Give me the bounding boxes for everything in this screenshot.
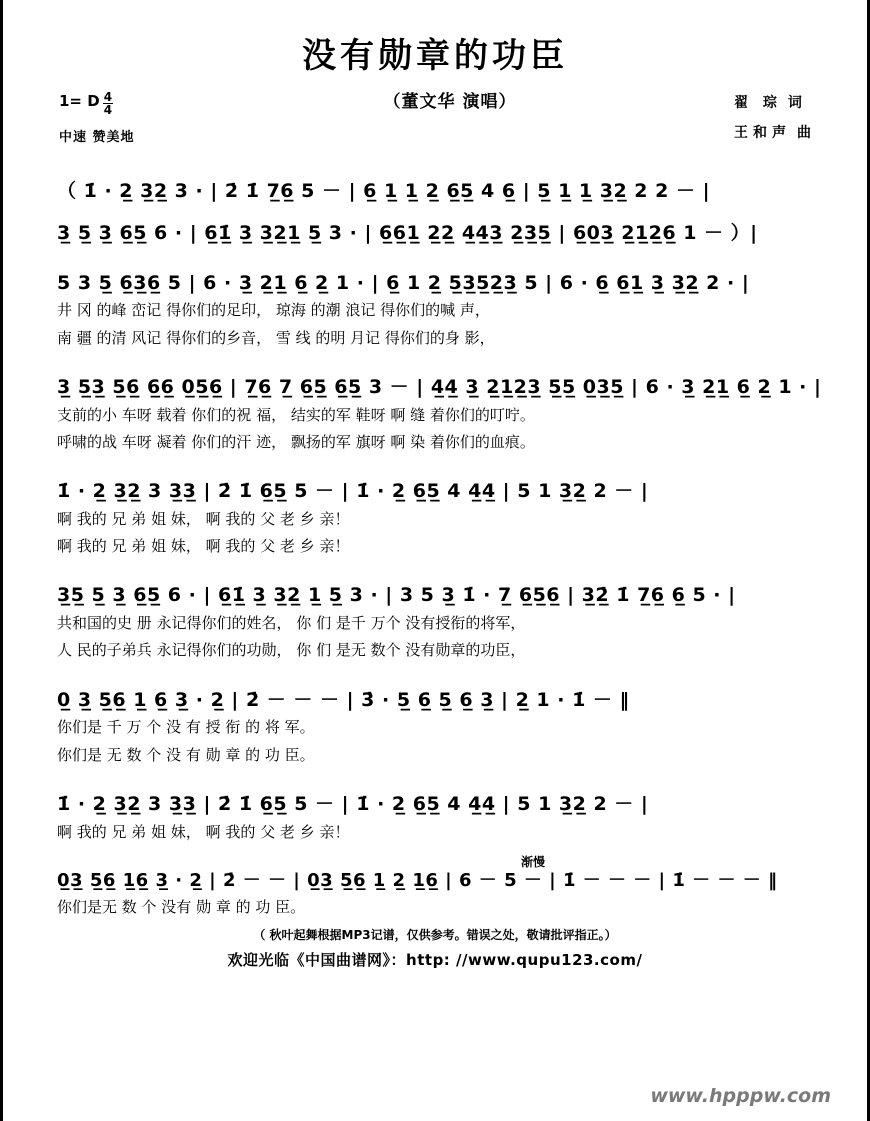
lyric-line-verse2: 啊 我的 兄 弟 姐 妹， 啊 我的 父 老 乡 亲！ <box>57 537 350 555</box>
notes-line: 5 3 5̲ 6̲3̲6̲ 5 | 6 · 3̲ 2̲1̲ 6̲ 2̲ 1 · | 6̲ 1 2̲ 5̲3̲5̲2̲3̲ 5 | 6 · 6̲ 6̲1̲ 3̲ 3̲2̲ 2 · | <box>57 271 750 294</box>
notes-line: 1̇ · 2̲ 3̲2̲ 3 3̲3̲ | 2̇ 1̇ 6̲5̲ 5 － | 1̇ · 2̲ 6̲5̲ 4 4̲4̲ | 5 1 3̲2̲ 2 － | <box>57 480 649 502</box>
transcription-footnote: （ 秋叶起舞根据MP3记谱，仅供参考。错误之处，敬请批评指正。） <box>253 927 617 942</box>
tempo-marking: 中速 赞美地 <box>59 130 135 145</box>
notes-line: 3̲5̲ 5̲ 3̲ 6̲5̲ 6 · | 6̲1̲̇ 3̲ 3̲2̲ 1̲ 5̲ 3 · | 3 5 3̲ 1̇ · 7̲ 6̲5̲6̲ | 3̲2̲̇ 1̇ 7̲6̲ 6̲ 5 · | <box>57 584 736 607</box>
lyric-line-verse1: 你们是 千 万 个 没 有 授 衔 的 将 军。 <box>57 718 315 737</box>
composer-role: 曲 <box>797 125 811 141</box>
key-and-tempo-block <box>59 92 135 145</box>
lyric-line-verse2: 人 民的子弟兵 永记得你们的功勋， 你 们 是无 数个 没有勋章的功臣， <box>57 641 526 660</box>
system-6 <box>57 793 813 844</box>
lyric-line-verse2: 南 疆 的清 风记 得你们的乡音， 雪 线 的明 月记 得你们的身 影， <box>57 328 495 347</box>
system-1 <box>57 272 813 350</box>
composer-credit <box>734 118 811 148</box>
notes-line: 1̇ · 2̲ 3̲2̲ 3 3̲3̲ | 2̇ 1̇ 6̲5̲ 5 － | 1̇ · 2̲ 6̲5̲ 4 4̲4̲ | 5 1 3̲2̲ 2 － | <box>57 792 649 815</box>
lyric-line-verse1: 井 冈 的峰 峦记 得你们的足印， 琼海 的潮 浪记 得你们的喊 声， <box>57 301 490 320</box>
lyric-line-verse1: 共和国的史 册 永记得你们的姓名， 你 们 是千 万个 没有授衔的将军， <box>57 614 526 632</box>
time-signature-numerator: 4 <box>103 90 113 104</box>
time-signature <box>103 91 113 116</box>
key-signature: 1= D <box>59 92 100 110</box>
watermark: www.hpppw.com <box>650 1085 831 1107</box>
system-3 <box>57 480 813 558</box>
notes-line: 0̲3̲ 5̲6̲ 1̲6̲ 3̲ · 2̲ | 2̇ － － | 0̲3̲ 5̲6̲ 1̲ 2̲ 1̲6̲ | 6 － 5 － | 1̇ － － － | 1̇ － － － ‖ <box>57 869 778 891</box>
singer-credit: （董文华 演唱） <box>383 92 517 112</box>
page-title: 没有勋章的功臣 <box>302 36 568 76</box>
lyric-line-verse1: 支前的小 车呀 载着 你们的祝 福， 结实的军 鞋呀 啊 缝 着你们的叮咛。 <box>57 405 535 424</box>
credits-block <box>734 88 811 148</box>
lyric-line-verse1: 啊 我的 兄 弟 姐 妹， 啊 我的 父 老 乡 亲！ <box>57 822 350 841</box>
website-line: 欢迎光临《中国曲谱网》：http: //www.qupu123.com/ <box>227 950 643 969</box>
lyric-line-verse2: 你们是 无 数 个 没 有 勋 章 的 功 臣。 <box>57 745 315 764</box>
intro-system-1 <box>57 180 813 204</box>
key-signature-line <box>59 92 135 117</box>
lyricist-credit <box>734 88 811 118</box>
system-2 <box>57 375 822 454</box>
lyric-line-verse1: 你们是无 数 个 没有 勋 章 的 功 臣。 <box>57 898 306 917</box>
composer-name: 王和声 <box>734 125 791 141</box>
notes-line: 0̲ 3̲ 5̲6̲ 1̲ 6̲ 3̲ · 2̲ | 2̇ － － － | 3̇ · 5̲ 6̲ 5̲ 6̲ 3̲ | 2̲ 1 · 1̇ － ‖ <box>57 688 630 711</box>
notes-line: 3̲ 5̲3̲ 5̲6̲ 6̲6̲ 0̲5̲6̲ | 7̲6̲ 7̲ 6̲5̲ 6̲5̲ 3 － | 4̲4̲ 3̲ 2̲1̲2̲3̲ 5̲5̲ 0̲3̲5̲ | 6 · 3̲ 2̲1̲ 6̲ 2̲ 1 · | <box>57 375 822 398</box>
lyricist-name: 翟 琮 <box>734 95 782 111</box>
system-7 <box>57 854 813 920</box>
intro-system-2 <box>57 222 813 246</box>
system-5 <box>57 689 813 767</box>
time-signature-denominator: 4 <box>103 103 113 117</box>
notes-line: （ 1̇ · 2̲ 3̲2̲ 3 · | 2̇ 1̇ 7̲6̲ 5 － | 6̲ 1̲ 1̲ 2̲ 6̲5̲ 4 6̲ | 5̲ 1̲ 1̲ 3̲2̲ 2 2 － | <box>57 180 711 202</box>
lyricist-role: 词 <box>787 95 802 111</box>
score-body <box>57 180 822 920</box>
slow-marking: 渐慢 <box>520 854 545 869</box>
notes-line: 3̲ 5̲ 3̲ 6̲5̲ 6 · | 6̲1̲̇ 3̲ 3̲2̲1̲ 5̲ 3 · | 6̲6̲1̲ 2̲2̲ 4̲4̲3̲ 2̲3̲5̲ | 6̲0̲3̲ 2̲1̲2̲6̲ 1 － ）| <box>57 221 758 244</box>
system-4 <box>57 584 813 662</box>
lyric-line-verse2: 呼啸的战 车呀 凝着 你们的汗 迹， 飘扬的军 旗呀 啊 染 着你们的血痕。 <box>57 432 535 451</box>
lyric-line-verse1: 啊 我的 兄 弟 姐 妹， 啊 我的 父 老 乡 亲！ <box>57 509 350 528</box>
